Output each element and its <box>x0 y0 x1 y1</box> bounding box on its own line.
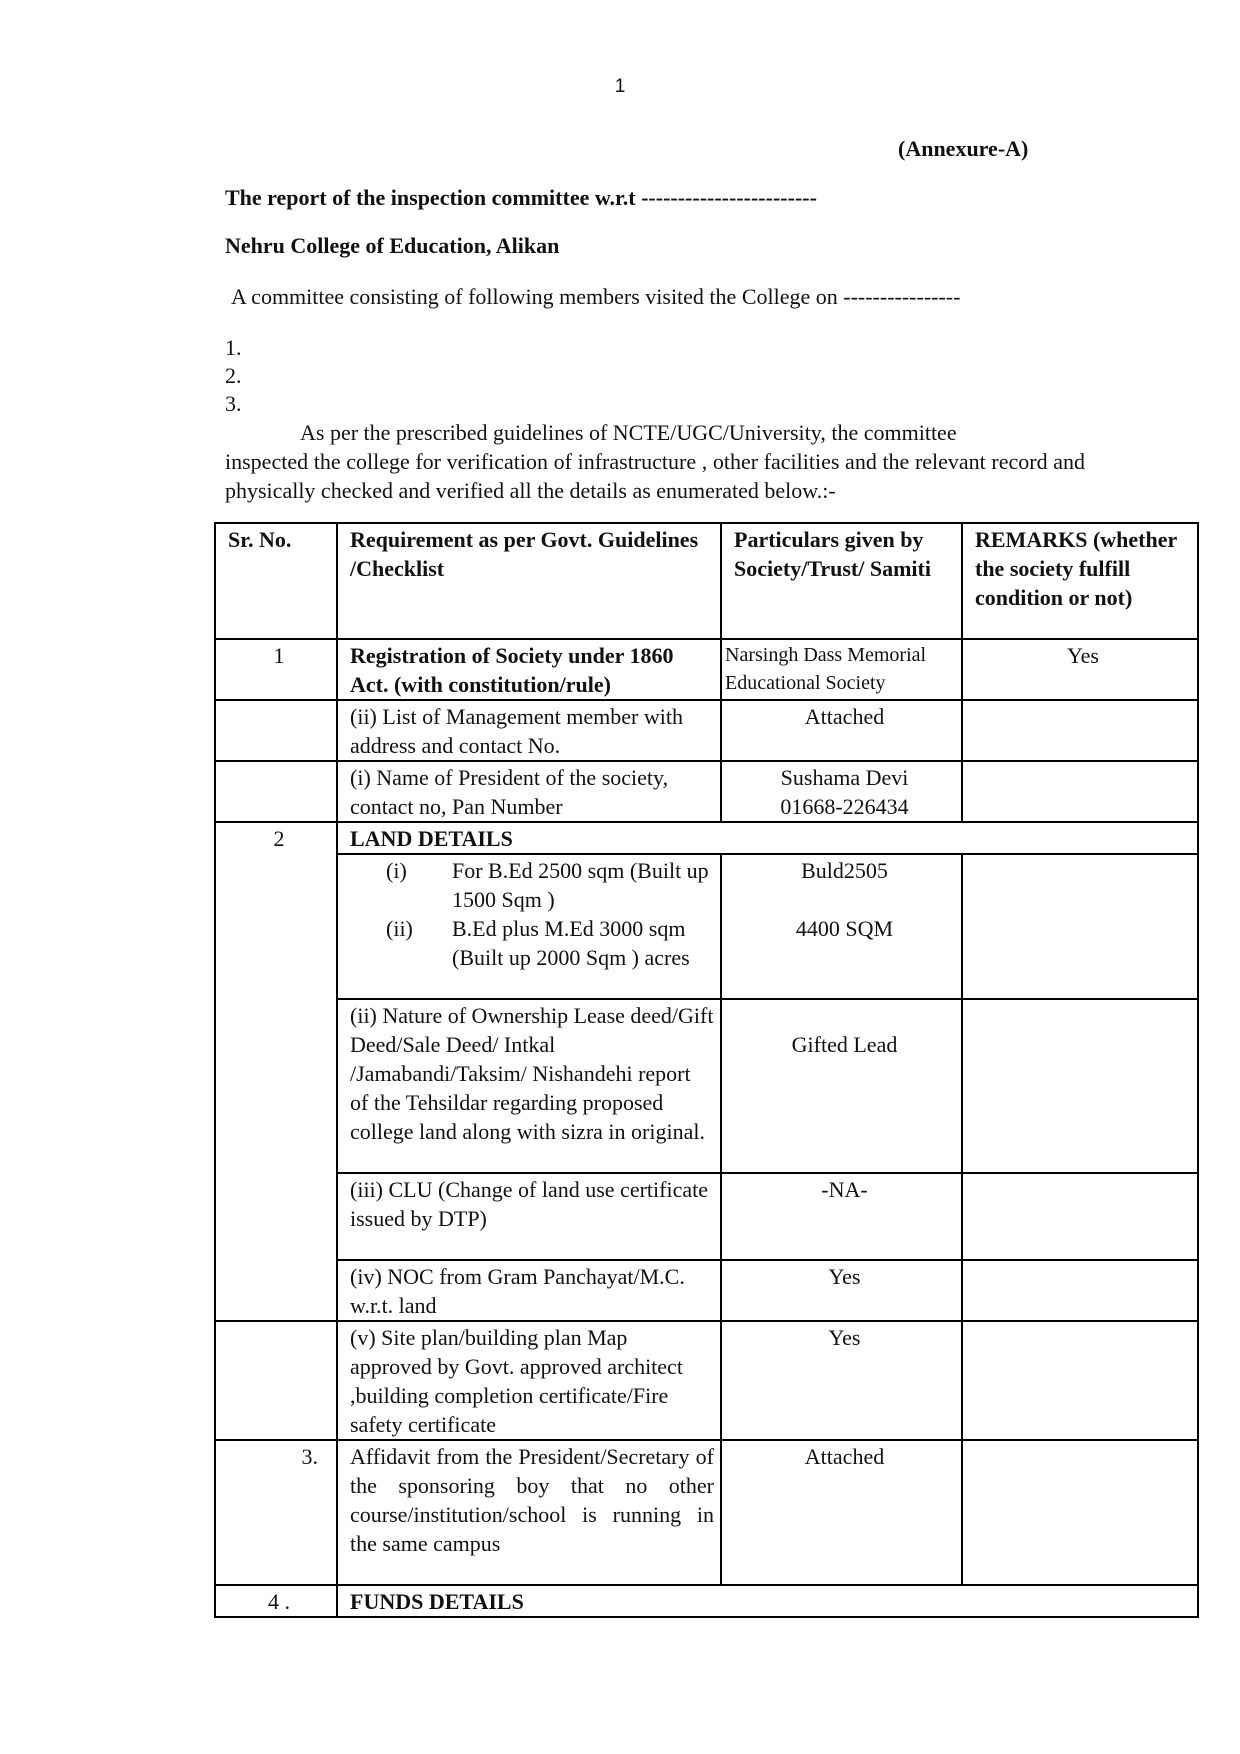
table-row <box>215 854 1198 999</box>
cell-particulars: Attached <box>721 700 962 761</box>
annexure-label: (Annexure-A) <box>898 136 1029 161</box>
college-name: Nehru College of Education, Alikan <box>225 233 560 258</box>
cell-remarks: Yes <box>962 639 1198 700</box>
land-area: 4400 SQM <box>795 916 894 941</box>
president-contact: 01668-226434 <box>780 794 909 819</box>
cell-particulars: Gifted Lead <box>721 999 962 1173</box>
cell-sr: 1 <box>215 639 337 700</box>
cell-remarks <box>962 1440 1198 1585</box>
cell-particulars <box>721 761 962 822</box>
cell-sr: 2 <box>215 822 337 1321</box>
cell-remarks <box>962 1321 1198 1440</box>
header-particulars: Particulars given by Society/Trust/ Samiti <box>721 523 962 639</box>
header-sr-no: Sr. No. <box>215 523 337 639</box>
table-row <box>215 639 1198 700</box>
table-row <box>215 700 1198 761</box>
cell-sr: 3. <box>215 1440 337 1585</box>
cell-requirement <box>337 854 721 999</box>
cell-sr <box>215 761 337 822</box>
table-row <box>215 1585 1198 1617</box>
cell-requirement: (i) Name of President of the society, contact no, Pan Number <box>337 761 721 822</box>
land-details-heading: LAND DETAILS <box>337 822 1198 854</box>
table-row <box>215 1260 1198 1321</box>
cell-particulars <box>721 854 962 999</box>
cell-remarks <box>962 1173 1198 1260</box>
cell-remarks <box>962 1260 1198 1321</box>
cell-requirement: Registration of Society under 1860 Act. (with constitution/rule) <box>337 639 721 700</box>
cell-remarks <box>962 854 1198 999</box>
president-name: Sushama Devi <box>780 765 909 790</box>
cell-requirement: (ii) Nature of Ownership Lease deed/Gift Deed/Sale Deed/ Intkal /Jamabandi/Taksim/ Nishandehi report of the Tehsildar regarding proposed college land along with sizra in original. <box>337 999 721 1173</box>
land-item-number: (ii) <box>386 916 413 941</box>
cell-requirement: (iv) NOC from Gram Panchayat/M.C. w.r.t. land <box>337 1260 721 1321</box>
member-item: 1. <box>225 335 242 360</box>
cell-remarks <box>962 999 1198 1173</box>
table-row <box>215 761 1198 822</box>
cell-particulars: Attached <box>721 1440 962 1585</box>
cell-sr <box>215 1321 337 1440</box>
cell-sr: 4 . <box>215 1585 337 1617</box>
member-item: 2. <box>225 363 242 388</box>
cell-remarks <box>962 761 1198 822</box>
land-item <box>350 914 714 972</box>
paragraph-rest: inspected the college for verification of infrastructure , other facilities and the relevant record and physically checked and verified all the details as enumerated below.:- <box>225 449 1085 503</box>
member-item: 3. <box>225 391 242 416</box>
cell-requirement: (ii) List of Management member with address and contact No. <box>337 700 721 761</box>
page-number: 1 <box>614 76 626 97</box>
checklist-table <box>214 522 1199 1618</box>
cell-sr <box>215 700 337 761</box>
cell-particulars: -NA- <box>721 1173 962 1260</box>
guideline-paragraph <box>225 418 1085 505</box>
intro-text: A committee consisting of following members visited the College on ---------------- <box>231 284 961 309</box>
land-item-text: For B.Ed 2500 sqm (Built up 1500 Sqm ) <box>452 858 709 912</box>
table-row <box>215 1173 1198 1260</box>
cell-particulars: Yes <box>721 1321 962 1440</box>
cell-requirement: (iii) CLU (Change of land use certificate issued by DTP) <box>337 1173 721 1260</box>
header-remarks: REMARKS (whether the society fulfill condition or not) <box>962 523 1198 639</box>
cell-particulars: Narsingh Dass Memorial Educational Society <box>721 639 962 700</box>
land-item-text: B.Ed plus M.Ed 3000 sqm (Built up 2000 Sqm ) acres <box>452 916 690 970</box>
table-row <box>215 999 1198 1173</box>
table-row <box>215 1321 1198 1440</box>
land-item-number: (i) <box>386 858 407 883</box>
member-list <box>225 334 242 418</box>
cell-particulars: Yes <box>721 1260 962 1321</box>
report-title: The report of the inspection committee w.r.t ------------------------ <box>225 185 817 210</box>
paragraph-first-line: As per the prescribed guidelines of NCTE/UGC/University, the committee <box>300 420 957 445</box>
cell-remarks <box>962 700 1198 761</box>
table-header-row <box>215 523 1198 639</box>
table-row <box>215 822 1198 854</box>
built-area: Buld2505 <box>801 858 888 883</box>
table-row <box>215 1440 1198 1585</box>
header-requirement: Requirement as per Govt. Guidelines /Checklist <box>337 523 721 639</box>
land-item <box>350 856 714 914</box>
cell-requirement: Affidavit from the President/Secretary of the sponsoring boy that no other course/institution/school is running in the same campus <box>337 1440 721 1585</box>
cell-requirement: (v) Site plan/building plan Map approved by Govt. approved architect ,building completion certificate/Fire safety certificate <box>337 1321 721 1440</box>
funds-details-heading: FUNDS DETAILS <box>337 1585 1198 1617</box>
